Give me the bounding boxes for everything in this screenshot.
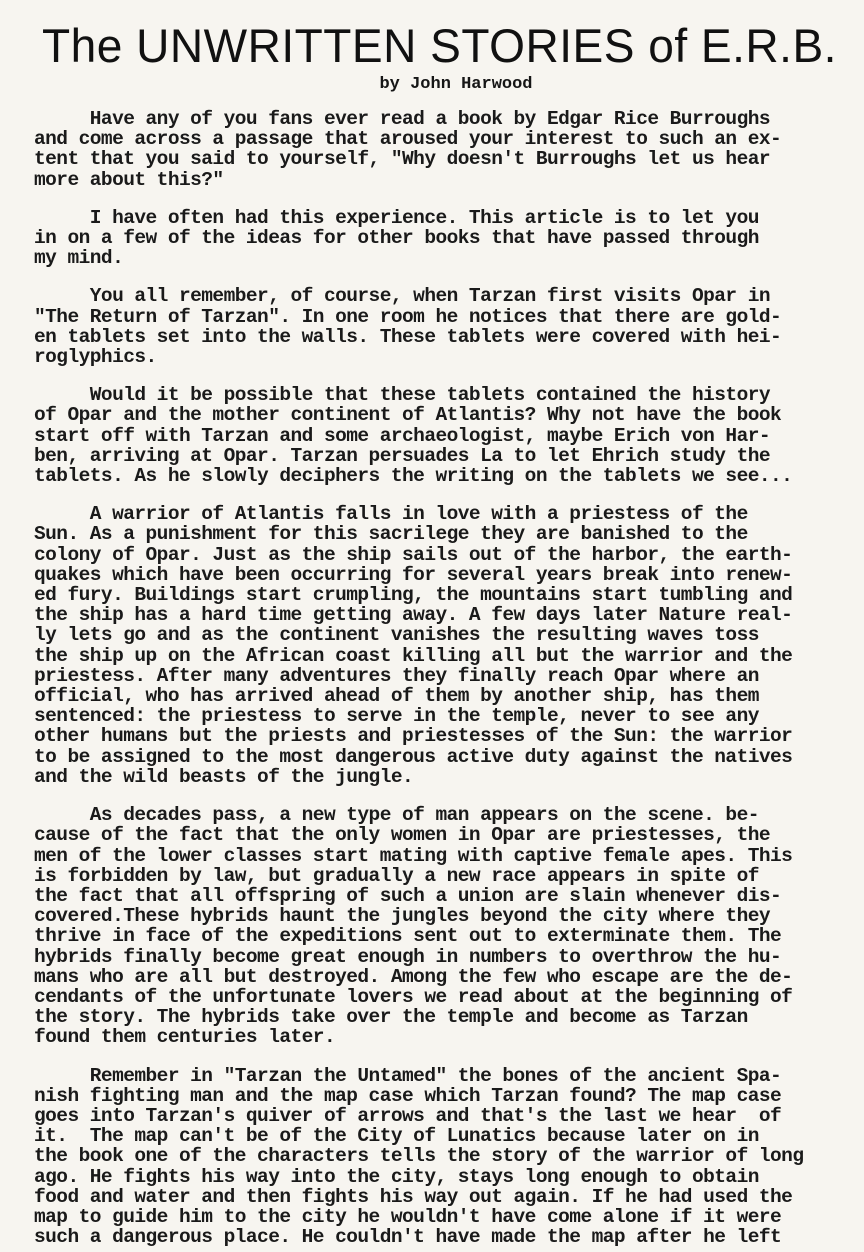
article-byline: by John Harwood xyxy=(379,75,533,94)
paragraph-1: Have any of you fans ever read a book by Edgar Rice Burroughs and come across a passage that aroused your interest to such an ex- tent that you said to yourself, "Why doesn't Burroughs let us hear more about this?" xyxy=(34,108,782,191)
paragraph-7: Remember in "Tarzan the Untamed" the bones of the ancient Spa- nish fighting man and the map case which Tarzan found? The map case goes into Tarzan's quiver of arrows and that's the last we hear of it. The map can't be of the City of Lunatics because later on in the book one of the characters tells the story of the warrior of long ago. He fights his way into the city, stays long enough to obtain food and water and then fights his way out again. If he had used the map to guide him to the city he wouldn't have come alone if it were such a dangerous place. He couldn't have made the map after he left xyxy=(34,1064,804,1249)
paragraph-5: A warrior of Atlantis falls in love with a priestess of the Sun. As a punishment for this sacrilege they are banished to the colony of Opar. Just as the ship sails out of the harbor, the earth- quakes which have been occurring for several years break into renew- ed fury. Buildings start crumpling, the mountains start tumbling and the ship has a hard time getting away. A few days later Nature real- ly lets go and as the continent vanishes the resulting waves toss the ship up on the African coast killing all but the warrior and the priestess. After many adventures they finally reach Opar where an official, who has arrived ahead of them by another ship, has them sentenced: the priestess to serve in the temple, never to see any other humans but the priests and priestesses of the Sun: the warrior to be assigned to the most dangerous active duty against the natives and the wild beasts of the jungle. xyxy=(34,503,793,788)
paragraph-3: You all remember, of course, when Tarzan first visits Opar in "The Return of Tarzan". In one room he notices that there are gold- en tablets set into the walls. These tablets were covered with hei- roglyphics. xyxy=(34,285,782,369)
paragraph-2: I have often had this experience. This article is to let you in on a few of the ideas for other books that have passed through my mind. xyxy=(34,206,759,270)
paragraph-4: Would it be possible that these tablets contained the history of Opar and the mother continent of Atlantis? Why not have the book start off with Tarzan and some archaeologist, maybe Erich von Har- ben, arriving at Opar. Tarzan persuades La to let Ehrich study the tablets. As he slowly deciphers the writing on the tablets we see... xyxy=(34,384,793,488)
paragraph-6: As decades pass, a new type of man appears on the scene. be- cause of the fact that the only women in Opar are priestesses, the men of the lower classes start mating with captive female apes. This is forbidden by law, but gradually a new race appears in spite of the fact that all offspring of such a union are slain whenever dis- covered.These hybrids haunt the jungles beyond the city where they thrive in face of the expeditions sent out to exterminate them. The hybrids finally become great enough in numbers to overthrow the hu- mans who are all but destroyed. Among the few who escape are the de- cendants of the unfortunate lovers we read about at the beginning of the story. The hybrids take over the temple and become as Tarzan found them centuries later. xyxy=(34,804,793,1049)
article-title: The UNWRITTEN STORIES of E.R.B. xyxy=(42,19,837,72)
